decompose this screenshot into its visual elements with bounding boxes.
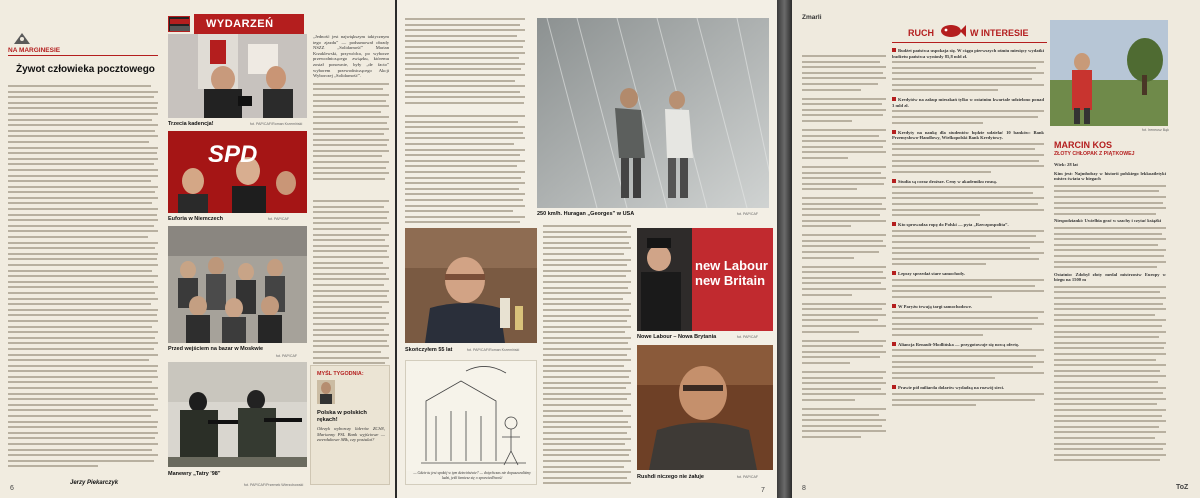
credit-rushdie: fot. PAP/CAF <box>737 475 759 479</box>
bullet-square <box>892 385 896 389</box>
spd-text: SPD <box>208 141 258 168</box>
article-body <box>8 85 158 477</box>
section-title-interesie: W INTERESIE <box>970 28 1029 38</box>
credit-4: fot. PAP/CAF/Przemek Wierzchowski <box>244 483 304 487</box>
fish-logo-icon <box>938 22 966 40</box>
credit-huragan: fot. PAP/CAF <box>737 212 759 216</box>
page-number-middle: 7 <box>761 487 765 494</box>
brand-zmarli: Zmarli <box>802 14 822 21</box>
bullet-square <box>892 130 896 134</box>
photo-trzecia-kadencja <box>168 34 307 118</box>
caption-labour: Nowe Labour – Nowa Brytania <box>637 334 717 340</box>
article-title: Żywot człowieka pocztowego <box>16 64 155 75</box>
column-zmarli <box>802 55 886 475</box>
page-number-right: 8 <box>802 485 806 492</box>
profile-bio <box>1054 162 1166 480</box>
wydarzen-label: WYDARZEŃ <box>206 18 274 30</box>
labour-sign <box>695 258 768 288</box>
news-item: Kto sprowadza ropę do Polski — pyta „Rzeczpospolita”. <box>892 222 1044 265</box>
news-item: W Paryżu trwają targi samochodowe. <box>892 304 1044 336</box>
ruch-divider <box>892 42 1047 43</box>
tydzien-logo <box>168 16 190 32</box>
credit-1: fot. PAP/CAF/Roman Krzemiński <box>250 122 303 126</box>
page-left <box>0 0 395 498</box>
news-item: Kredytów na zakup mieszkań tylko w ostatnim kwartale udzielono ponad 3 mld zł. <box>892 97 1044 123</box>
mysl-heading: Polska w polskich rękach! <box>317 410 367 423</box>
mysl-tygodnia-box <box>310 365 390 485</box>
bullet-square <box>892 222 896 226</box>
page-middle <box>397 0 777 498</box>
wydarzen-banner <box>194 14 304 34</box>
caption-portrait: Skończyłem 55 lat <box>405 347 453 353</box>
bio-who: Kim jest: Najmłodszy w historii polskiego lekkoatletyki mistrz świata w biegach <box>1054 170 1166 182</box>
photo-manewry <box>168 362 307 467</box>
credit-kos: fot. Ireneusz Bąk <box>1142 128 1169 132</box>
news-item: Aliancja Renault-Modlińska — przygotowuje się nową ofertę. <box>892 342 1044 380</box>
mysl-body: Okrzyk wyborczy liderów ZChN, Marianny PSL Bank wyjściowe — zwerdukowe SBk, czy postulat? <box>317 426 385 443</box>
photo-huragan-georges <box>537 18 769 208</box>
bio-recent: Ostatnio: Zdobył złoty medal mistrzostw Europy w biegu na 1500 m <box>1054 271 1166 283</box>
bio-hobby: Niespodzianki: Uwielbia grać w szachy i czytać książki <box>1054 218 1162 224</box>
credit-2: fot. PAP/CAF <box>268 217 290 221</box>
section-divider <box>8 55 158 56</box>
margin-icon <box>12 32 32 45</box>
news-item: Kredyty na naukę dla studentów będzie udzielać 10 banków: Bank Przemysłowo-Handlowy, Wielkopolski Bank Kredytowy. <box>892 130 1044 173</box>
news-item: Budżet państwa uspokaja się. W ciągu pierwszych ośmiu miesięcy wydatki budżetu państwa wyniosły 85,8 mld zł. <box>892 48 1044 91</box>
credit-portrait: fot. PAP/CAF/Roman Krzemiński <box>467 348 520 352</box>
section-label: NA MARGINESIE <box>8 47 61 54</box>
bullet-square <box>892 97 896 101</box>
caption-trzecia: Trzecia kadencja! <box>168 121 214 127</box>
bullet-square <box>892 179 896 183</box>
bullet-square <box>892 48 896 52</box>
caption-manewry: Manewry „Tatry '98” <box>168 471 221 477</box>
sign-line-2: new Britain <box>695 273 766 288</box>
caption-euforia: Euforia w Niemczech <box>168 216 224 222</box>
article-author: Jerzy Piekarczyk <box>70 480 119 486</box>
profile-name: MARCIN KOS <box>1054 140 1112 150</box>
cartoon-caption: — Gdzie tu jest spokój w tym dzieciństwie? — dotychczas nie dopuszczaliśmy ludzi, jeśli łamiesz się o sprawiedliwość <box>413 471 531 480</box>
caption-bazar: Przed wejściem na bazar w Moskwie <box>168 346 264 352</box>
bullet-square <box>892 304 896 308</box>
photo-portrait-55 <box>405 228 537 343</box>
sign-line-1: new Labour <box>695 258 768 273</box>
news-item: Prawie pół miliarda dolarów wydadzą na rozwój sieci. <box>892 385 1044 406</box>
column-polityka-top <box>405 18 525 108</box>
column-polityka-mid <box>405 115 525 225</box>
news-list <box>892 48 1044 478</box>
page-number-left: 6 <box>10 485 14 492</box>
caption-huragan: 250 km/h. Huragan „Georges” w USA <box>537 211 635 217</box>
bullet-square <box>892 342 896 346</box>
photo-spd-euforia <box>168 131 307 213</box>
mysl-title: MYŚL TYGODNIA: <box>317 371 364 377</box>
credit-labour: fot. PAP/CAF <box>737 335 759 339</box>
credit-3: fot. PAP/CAF <box>276 354 298 358</box>
photo-bazar-moskwa <box>168 226 307 343</box>
news-item: Lepszy sprzedaż stare samochody. <box>892 271 1044 297</box>
profile-subtitle: ZŁOTY CHŁOPAK Z PIĄTKOWEJ <box>1054 151 1135 157</box>
footer-logo: ToZ <box>1176 484 1189 491</box>
section-title-ruch: RUCH <box>908 28 934 38</box>
column-middle <box>313 200 389 365</box>
column-jednosc <box>313 34 389 194</box>
spread-gutter <box>777 0 792 498</box>
photo-marcin-kos <box>1050 20 1168 126</box>
photo-rushdie <box>637 345 773 470</box>
mysl-portrait <box>317 380 335 404</box>
caption-rushdie: Rushdi niczego nie żałuje <box>637 474 704 480</box>
photo-new-labour <box>637 228 773 331</box>
news-item: Studia są coraz droższe. Ceny w akademiku rosną. <box>892 179 1044 217</box>
bullet-square <box>892 271 896 275</box>
bio-age: Wiek: 28 lat <box>1054 162 1078 167</box>
column-jelcyn <box>543 225 631 487</box>
page-right <box>792 0 1200 498</box>
jednosc-lead: „Jedność jest największym taktycznym tego zjazdu” — podsumował obrady NSZZ „Solidarność” Marian Krzaklewski, przywódca, po wyborze przewodniczącego związku, któremu został ponownie, były „de facto” wyborem przewodniczącego Akcji Wyborczej „Solidarność”. <box>313 34 389 79</box>
cartoon-drawing <box>405 360 537 485</box>
